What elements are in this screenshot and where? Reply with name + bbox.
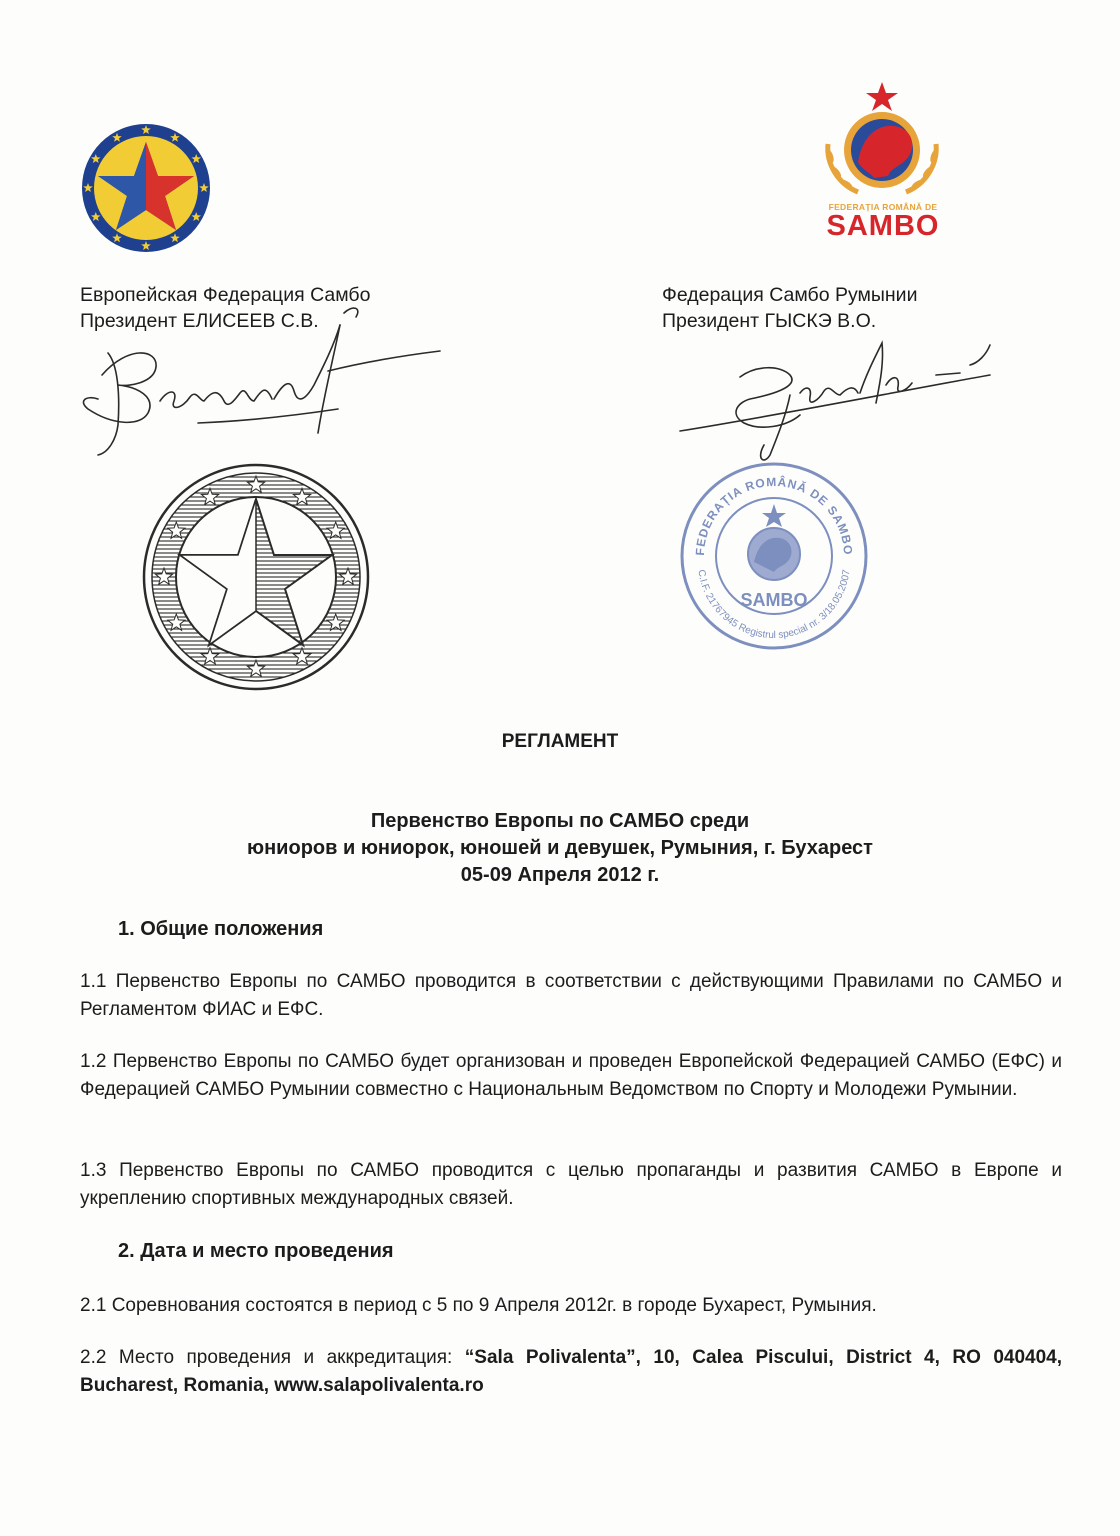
section-heading-general: 1. Общие положения: [118, 918, 324, 940]
subtitle-line: 05-09 Апреля 2012 г.: [460, 864, 660, 886]
section-heading-date-place: 2. Дата и место проведения: [118, 1240, 394, 1262]
paragraph-1-3: 1.3 Первенство Европы по САМБО проводится с целью пропаганды и развития САМБО в Европе и укреплению спортивных международных связей.: [80, 1160, 1062, 1209]
paragraph-1-2: 1.2 Первенство Европы по САМБО будет организован и проведен Европейской Федерацией САМБО (ЕФС) и Федерацией САМБО Румынии совместно с Национальным Ведомством по Спорту и Молодежи Румынии.: [80, 1051, 1062, 1100]
efs-star-emblem-icon: [80, 122, 212, 254]
right-organization: [662, 282, 917, 334]
frs-round-seal-icon: [676, 458, 872, 654]
handwritten-signature-icon: [78, 305, 448, 465]
left-stamp: [140, 463, 372, 691]
paragraph-1-1: 1.1 Первенство Европы по САМБО проводится в соответствии с действующими Правилами по САМБО и Регламентом ФИАС и ЕФС.: [80, 971, 1062, 1020]
handwritten-signature-icon: [660, 335, 1020, 465]
right-org-president: Президент ГЫСКЭ В.О.: [662, 310, 877, 332]
right-org-name: Федерация Самбо Румынии: [662, 284, 918, 306]
frs-logo: [818, 80, 948, 240]
stamp-ring-top-text: FEDERAȚIA ROMÂNĂ DE SAMBO: [692, 474, 856, 556]
efs-logo: [80, 122, 212, 254]
venue-address: “Sala Polivalenta”, 10, Calea Piscului, District 4, RO 040404, Bucharest, Romania, www.salapolivalenta.ro: [80, 1347, 1062, 1396]
subtitle-line: юниоров и юниорок, юношей и девушек, Румыния, г. Бухарест: [247, 837, 873, 859]
left-signature: [78, 305, 448, 465]
frs-logo-caption: FEDERAȚIA ROMÂNĂ DE: [828, 202, 938, 212]
right-signature: [660, 335, 1020, 465]
left-org-president: Президент ЕЛИСЕЕВ С.В.: [80, 310, 319, 332]
paragraph-2-2: [80, 1344, 1062, 1400]
venue-label: 2.2 Место проведения и аккредитация:: [80, 1347, 465, 1368]
subtitle-line: Первенство Европы по САМБО среди: [370, 810, 750, 832]
efs-round-seal-icon: [140, 463, 372, 691]
document-title: РЕГЛАМЕНТ: [501, 731, 619, 752]
paragraph-2-1: 2.1 Соревнования состоятся в период с 5 по 9 Апреля 2012г. в городе Бухарест, Румыния.: [80, 1295, 877, 1316]
frs-logo-wordmark: SAMBO: [826, 210, 940, 242]
stamp-ring-bottom-text: C.I.F. 21767945 Registrul special nr. 3/18.05.2007: [695, 568, 853, 642]
stamp-center-text: SAMBO: [740, 590, 808, 610]
left-org-name: Европейская Федерация Самбо: [80, 284, 371, 306]
document-subtitle: [0, 808, 1120, 889]
right-stamp: [676, 458, 872, 654]
